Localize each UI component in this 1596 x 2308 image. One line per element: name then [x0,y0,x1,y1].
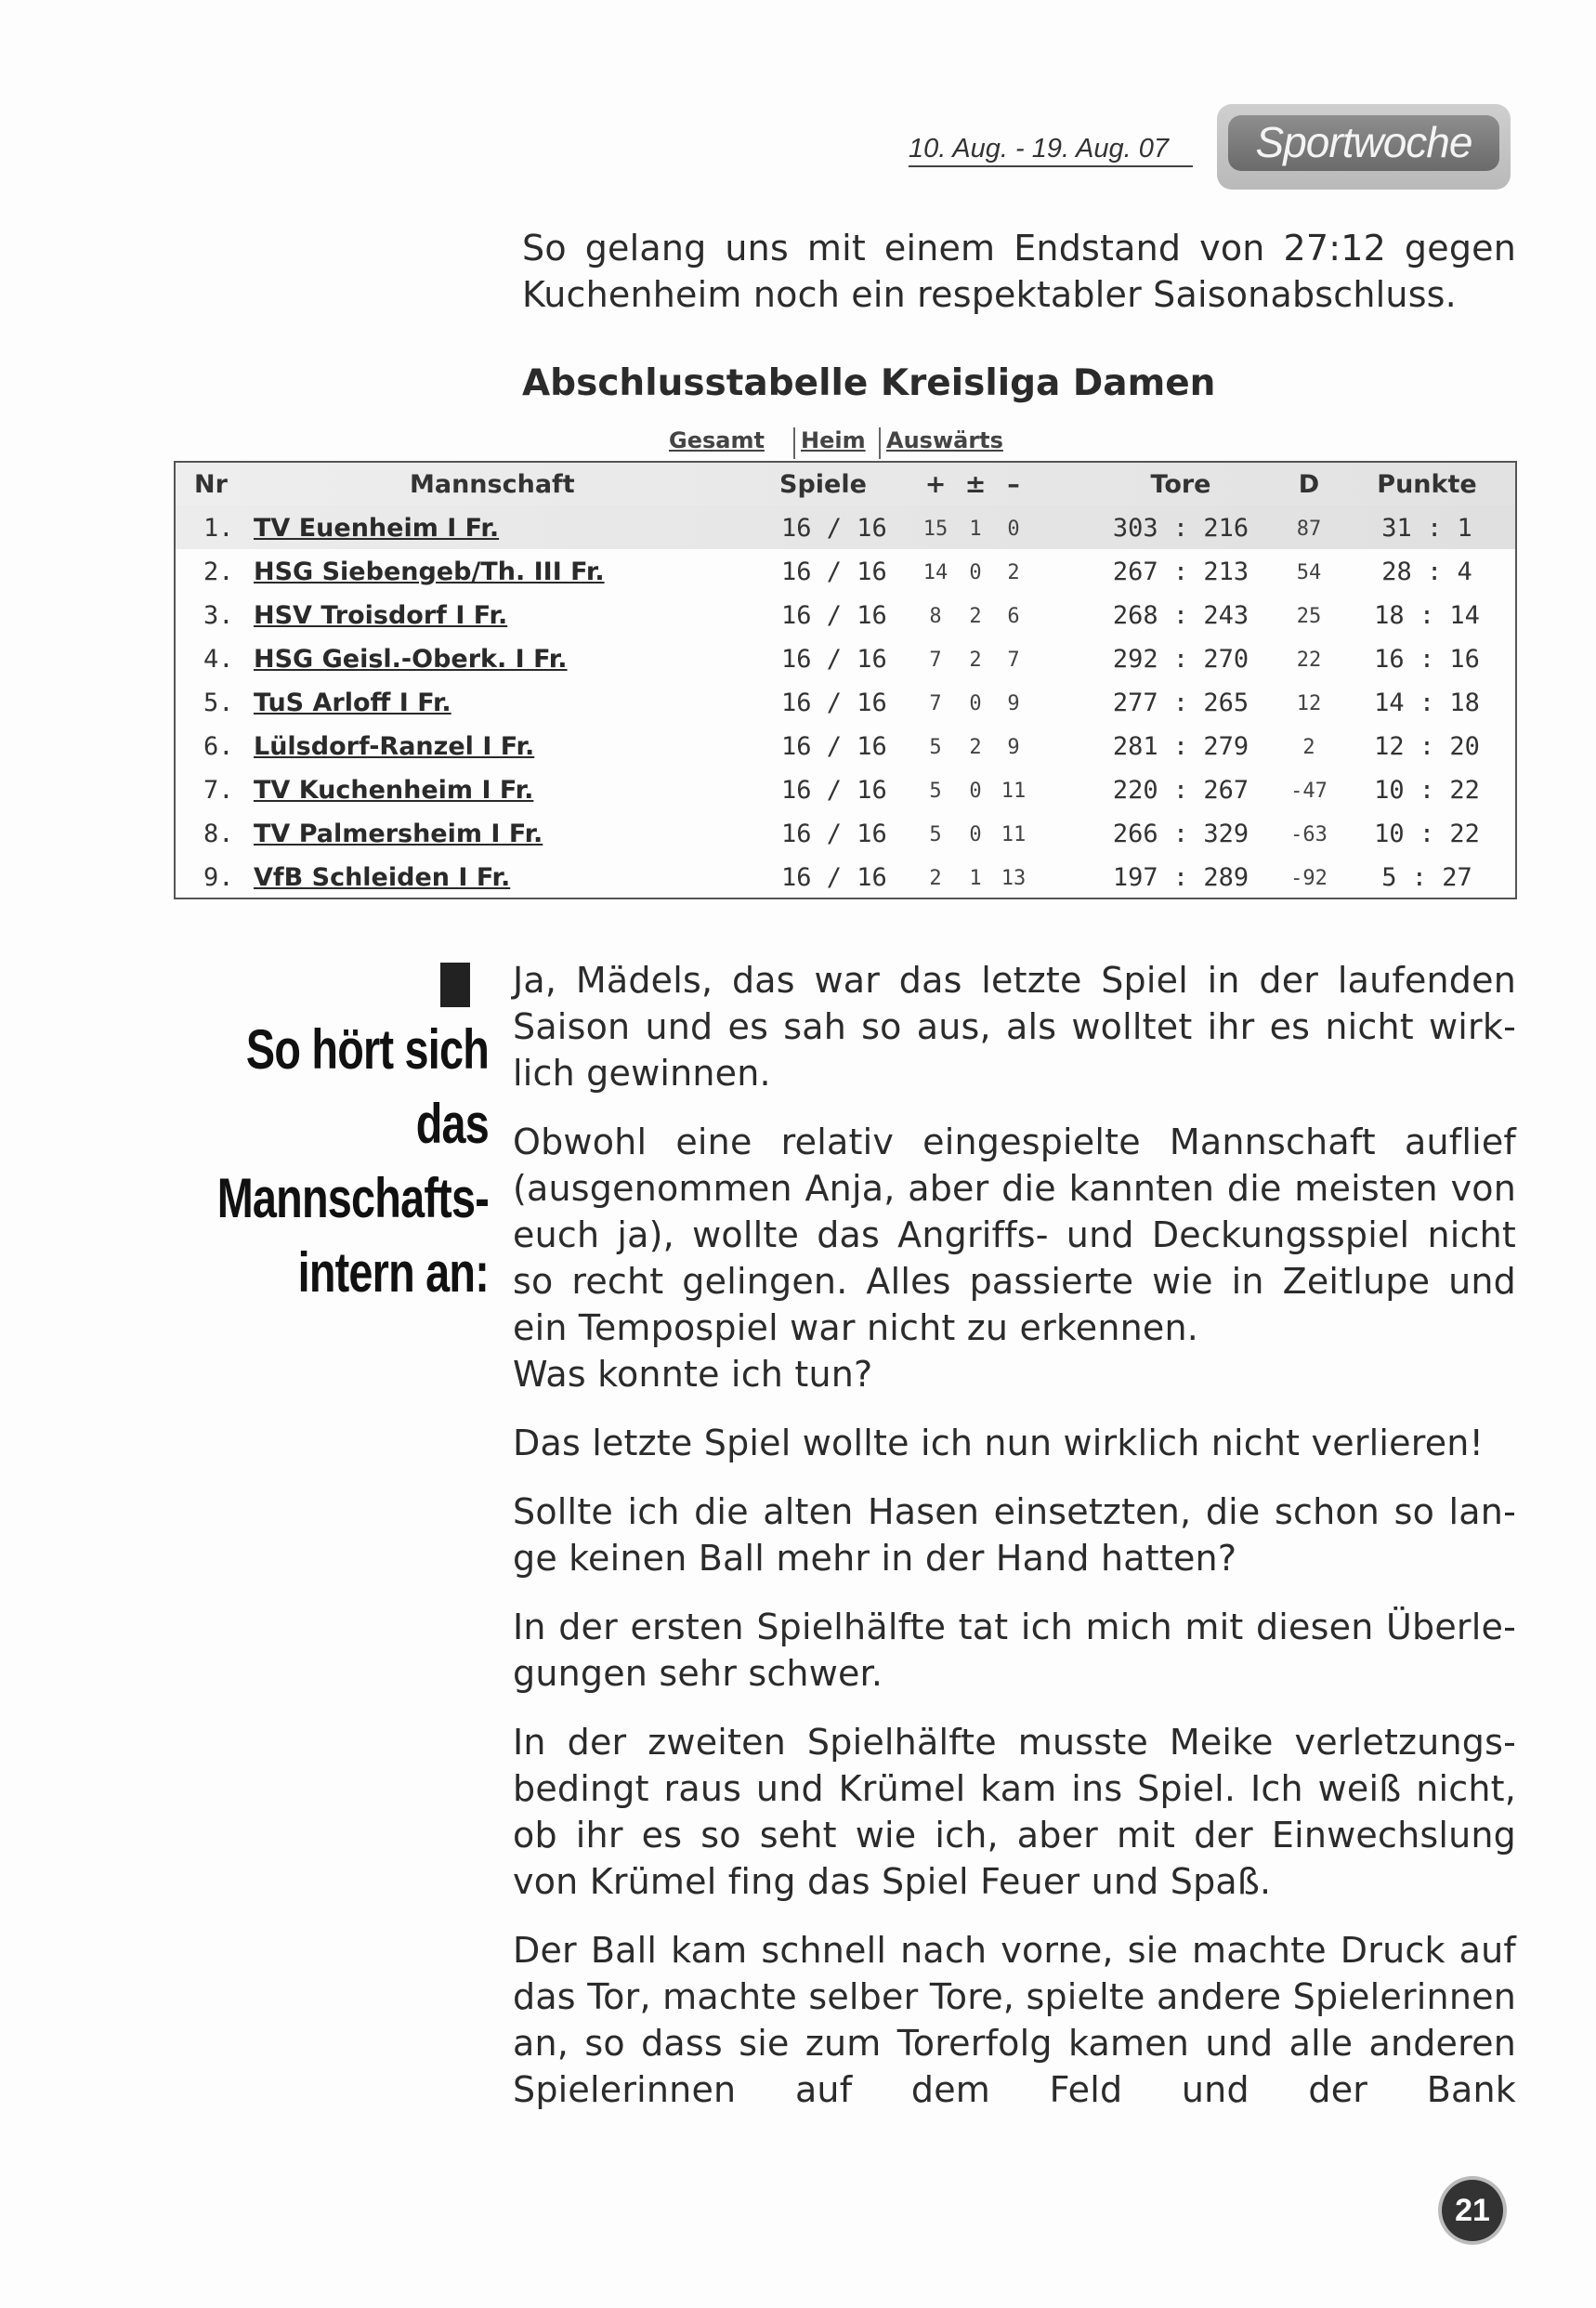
body-paragraph: In der ersten Spielhälfte tat ich mich mit diesen Überle-gungen sehr schwer. [513,1606,1516,1694]
group-label-heim: Heim [801,427,866,453]
header-punkte: Punkte [1377,470,1477,499]
table-row [176,505,1515,549]
side-heading-line: intern an: [297,1241,489,1304]
cell-team: TV Kuchenheim I Fr. [254,776,534,805]
cell-nr: 3. [203,601,234,630]
cell-team: Lülsdorf-Ranzel I Fr. [254,732,535,761]
body-paragraph: Der Ball kam schnell nach vorne, sie machte Druck auf das Tor, machte selber Tore, spielte andere Spielerinnen an, so dass sie zum Torerfolg kamen und alle anderen Spielerinnen auf dem Feld und der Bank [513,1930,1516,2110]
cell-nr: 4. [203,645,234,674]
cell-team: TV Euenheim I Fr. [254,514,500,543]
cell-d: 54 [1296,561,1322,584]
cell-spiele: 16 / 16 [781,645,887,674]
group-label-gesamt: Gesamt [669,427,765,453]
body-paragraph: In der zweiten Spielhälfte musste Meike verletzungs-bedingt raus und Krümel kam ins Spiel. Ich weiß nicht, ob ihr es so seht wie ich, aber mit der Einwechslung von Krümel fing das Spiel Feuer und Spaß. [513,1722,1516,1902]
cell-plusminus: 0 [969,561,982,584]
cell-minus: 13 [1001,867,1027,890]
table-row [176,811,1515,855]
cell-team: HSG Siebengeb/Th. III Fr. [254,557,605,586]
cell-plus: 5 [929,823,942,846]
cell-punkte: 14 : 18 [1374,688,1480,717]
cell-minus: 7 [1007,649,1020,672]
cell-punkte: 18 : 14 [1374,601,1480,630]
cell-punkte: 12 : 20 [1374,732,1480,761]
cell-nr: 9. [203,863,234,892]
cell-minus: 6 [1007,605,1020,628]
cell-team: TuS Arloff I Fr. [254,688,451,717]
side-heading-line: Mannschafts- [216,1167,490,1229]
cell-tore: 197 : 289 [1112,863,1249,892]
cell-spiele: 16 / 16 [781,820,887,848]
cell-d: 87 [1296,518,1322,541]
cell-plus: 7 [929,649,942,672]
body-paragraph: Ja, Mädels, das war das letzte Spiel in der laufenden Saison und es sah so aus, als wolltet ihr es nicht wirk-lich gewinnen. [513,960,1516,1094]
cell-tore: 266 : 329 [1112,820,1249,848]
cell-nr: 5. [203,688,234,717]
cell-nr: 6. [203,732,234,761]
header-plus: + [924,470,947,499]
cell-plusminus: 2 [969,605,982,628]
cell-team: VfB Schleiden I Fr. [254,863,511,892]
cell-d: 12 [1296,692,1322,715]
cell-minus: 9 [1007,692,1020,715]
cell-spiele: 16 / 16 [781,514,887,543]
cell-punkte: 28 : 4 [1381,557,1472,586]
cell-plusminus: 0 [969,692,982,715]
cell-plus: 8 [929,605,942,628]
standings-table [174,461,1517,899]
group-divider [879,427,881,459]
header-nr: Nr [194,470,228,499]
cell-tore: 220 : 267 [1112,776,1249,805]
article-body [513,957,1516,2135]
section-marker-square [440,963,470,1007]
body-paragraph: Was konnte ich tun? [513,1354,873,1395]
cell-punkte: 10 : 22 [1374,776,1480,805]
cell-team: HSV Troisdorf I Fr. [254,601,508,630]
header-tore: Tore [1150,470,1211,499]
cell-tore: 292 : 270 [1112,645,1249,674]
table-row [176,636,1515,680]
section-badge-label: Sportwoche [1228,115,1499,171]
cell-plus: 5 [929,780,942,803]
cell-team: TV Palmersheim I Fr. [254,820,543,848]
cell-tore: 281 : 279 [1112,732,1249,761]
cell-minus: 11 [1001,823,1027,846]
cell-d: 25 [1296,605,1322,628]
cell-spiele: 16 / 16 [781,732,887,761]
cell-team: HSG Geisl.-Oberk. I Fr. [254,645,568,674]
table-row [176,680,1515,724]
cell-nr: 8. [203,820,234,848]
page-header [909,100,1522,190]
cell-punkte: 31 : 1 [1381,514,1472,543]
table-row [176,855,1515,898]
cell-plus: 7 [929,692,942,715]
cell-spiele: 16 / 16 [781,863,887,892]
cell-plusminus: 1 [969,518,982,541]
cell-plusminus: 2 [969,649,982,672]
cell-minus: 0 [1007,518,1020,541]
cell-d: -47 [1290,780,1328,803]
cell-plus: 5 [929,736,942,759]
cell-tore: 277 : 265 [1112,688,1249,717]
table-row [176,767,1515,811]
body-paragraph: Sollte ich die alten Hasen einsetzten, die schon so lan-ge keinen Ball mehr in der Hand hatten? [513,1491,1516,1579]
cell-plus: 15 [922,518,948,541]
body-paragraph: Obwohl eine relativ eingespielte Mannschaft auflief (ausgenommen Anja, aber die kannten die meisten von euch ja), wollte das Angriffs- und Deckungsspiel nicht so recht gelingen. Alles passierte wie in Zeitlupe und ein Tempospiel war nicht zu erkennen. [513,1121,1516,1348]
issue-date-range: 10. Aug. - 19. Aug. 07 [909,132,1193,167]
table-row [176,593,1515,636]
cell-tore: 303 : 216 [1112,514,1249,543]
cell-nr: 7. [203,776,234,805]
group-label-auswaerts: Auswärts [886,427,1003,453]
cell-plusminus: 0 [969,780,982,803]
cell-plus: 2 [929,867,942,890]
table-title: Abschlusstabelle Kreisliga Damen [522,362,1216,404]
cell-punkte: 16 : 16 [1374,645,1480,674]
table-row [176,549,1515,593]
cell-d: 2 [1302,736,1315,759]
cell-tore: 268 : 243 [1112,601,1249,630]
header-team: Mannschaft [410,470,575,499]
side-heading [216,1013,489,1310]
cell-spiele: 16 / 16 [781,776,887,805]
header-minus: – [1007,470,1020,499]
cell-plusminus: 2 [969,736,982,759]
table-row [176,724,1515,767]
body-paragraph: Das letzte Spiel wollte ich nun wirklich nicht verlieren! [513,1423,1485,1463]
intro-paragraph: So gelang uns mit einem Endstand von 27:12 gegen Kuchenheim noch ein respektabler Saisonabschluss. [522,228,1516,315]
side-heading-line: So hört sich das [245,1018,489,1155]
cell-nr: 2. [203,557,234,586]
cell-punkte: 5 : 27 [1381,863,1472,892]
cell-plusminus: 0 [969,823,982,846]
cell-minus: 2 [1007,561,1020,584]
page-number: 21 [1442,2180,1503,2241]
cell-spiele: 16 / 16 [781,557,887,586]
header-spiele: Spiele [779,470,867,499]
cell-d: -63 [1290,823,1328,846]
section-badge [1217,104,1511,190]
group-divider [793,427,795,459]
cell-minus: 11 [1001,780,1027,803]
cell-spiele: 16 / 16 [781,688,887,717]
header-d: D [1298,470,1320,499]
cell-punkte: 10 : 22 [1374,820,1480,848]
cell-plusminus: 1 [969,867,982,890]
table-header-row [176,463,1515,505]
cell-minus: 9 [1007,736,1020,759]
cell-spiele: 16 / 16 [781,601,887,630]
cell-d: -92 [1290,867,1328,890]
header-plusminus: ± [964,470,987,499]
cell-nr: 1. [203,514,234,543]
cell-plus: 14 [922,561,948,584]
cell-tore: 267 : 213 [1112,557,1249,586]
cell-d: 22 [1296,649,1322,672]
